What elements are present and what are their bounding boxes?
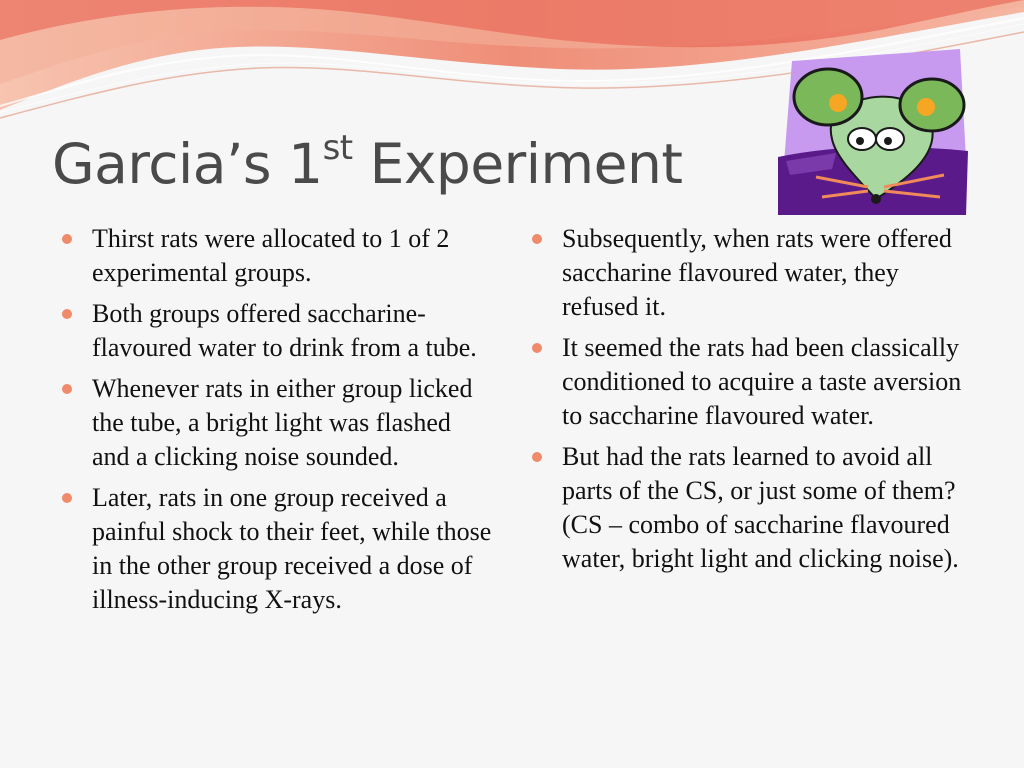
slide-title: [52, 128, 682, 196]
bullet-text: But had the rats learned to avoid all parts of the CS, or just some of them? (CS – combo of saccharine flavoured water, bright light and clicking noise).: [562, 442, 959, 573]
list-item: [62, 372, 492, 474]
list-item: [532, 222, 972, 324]
left-bullet-list: [62, 222, 492, 624]
bullet-text: Both groups offered saccharine-flavoured water to drink from a tube.: [92, 299, 477, 362]
list-item: [532, 331, 972, 433]
bullet-dot-icon: [62, 234, 72, 244]
list-item: [532, 440, 972, 576]
bullet-text: It seemed the rats had been classically conditioned to acquire a taste aversion to saccharine flavoured water.: [562, 333, 962, 430]
bullet-dot-icon: [62, 309, 72, 319]
list-item: [62, 481, 492, 617]
rat-cartoon-icon: [776, 47, 970, 217]
title-superscript: st: [322, 128, 353, 168]
bullet-text: Subsequently, when rats were offered saccharine flavoured water, they refused it.: [562, 224, 952, 321]
bullet-text: Whenever rats in either group licked the tube, a bright light was flashed and a clicking noise sounded.: [92, 374, 473, 471]
bullet-dot-icon: [532, 234, 542, 244]
title-text-rest: Experiment: [352, 132, 683, 196]
bullet-text: Later, rats in one group received a painful shock to their feet, while those in the other group received a dose of illness-inducing X-rays.: [92, 483, 492, 614]
title-text: Garcia’s 1: [52, 132, 323, 196]
list-item: [62, 222, 492, 290]
right-bullet-list: [532, 222, 972, 583]
bullet-dot-icon: [532, 452, 542, 462]
bullet-text: Thirst rats were allocated to 1 of 2 experimental groups.: [92, 224, 450, 287]
list-item: [62, 297, 492, 365]
bullet-dot-icon: [532, 343, 542, 353]
bullet-dot-icon: [62, 493, 72, 503]
bullet-dot-icon: [62, 384, 72, 394]
